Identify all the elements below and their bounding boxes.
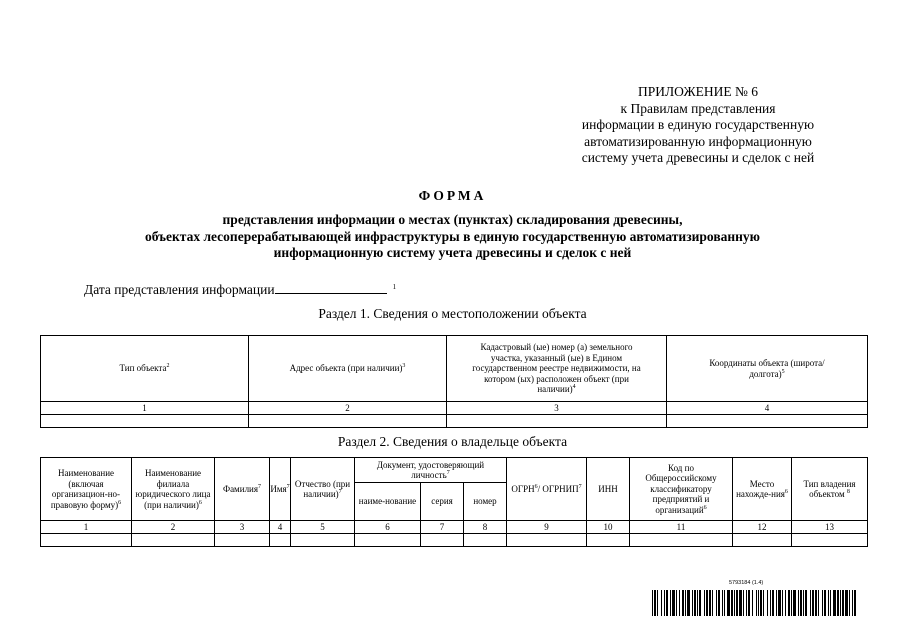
empty-cell[interactable] — [447, 415, 667, 428]
barcode-bar — [788, 590, 790, 616]
empty-cell[interactable] — [41, 415, 249, 428]
col-number: 4 — [270, 521, 291, 534]
date-blank-field[interactable] — [275, 282, 387, 294]
barcode-bar — [699, 590, 701, 616]
appendix-line-4: автоматизированную информационную — [584, 133, 812, 149]
barcode-bar — [842, 590, 844, 616]
barcode-bar — [722, 590, 723, 616]
barcode-bar — [778, 590, 781, 616]
barcode-bar — [679, 590, 680, 616]
barcode-icon — [652, 590, 856, 616]
barcode-bar — [767, 590, 768, 616]
empty-cell[interactable] — [249, 415, 447, 428]
col-number: 7 — [421, 521, 464, 534]
section-2-title: Раздел 2. Сведения о владельце объекта — [337, 434, 568, 449]
barcode-bar — [815, 590, 817, 616]
barcode-bar — [833, 590, 836, 616]
barcode-bar — [731, 590, 733, 616]
barcode-bar — [727, 590, 730, 616]
date-label: Дата представления информации — [84, 282, 275, 297]
barcode-bar — [845, 590, 848, 616]
barcode-bar — [654, 590, 656, 616]
col-number: 1 — [41, 402, 249, 415]
barcode-bar — [785, 590, 786, 616]
barcode-bar — [704, 590, 705, 616]
header-document-series: серия — [421, 483, 464, 521]
barcode-bar — [758, 590, 759, 616]
header-ownership-type: Тип владения объектом $^8$ — [792, 458, 868, 521]
header-document-number: номер — [464, 483, 507, 521]
appendix-line-1: ПРИЛОЖЕНИЕ № 6 — [637, 84, 759, 99]
barcode-bar — [854, 590, 856, 616]
empty-cell[interactable] — [733, 534, 792, 547]
header-first-name: Имя$^7$ — [270, 458, 291, 521]
barcode-bar — [776, 590, 777, 616]
barcode-bar — [849, 590, 850, 616]
appendix-line-2: к Правилам представления — [620, 100, 776, 116]
barcode-bar — [793, 590, 796, 616]
barcode-bar — [798, 590, 799, 616]
header-coordinates: Координаты объекта (широта/долгота)$^5$ — [667, 336, 868, 402]
date-footnote: 1 — [392, 282, 397, 291]
barcode-bar — [748, 590, 750, 616]
empty-cell[interactable] — [41, 534, 132, 547]
barcode-bar — [837, 590, 839, 616]
subtitle-line-1: представления информации о местах (пунктах) складирования древесины, — [222, 212, 683, 227]
barcode-bar — [692, 590, 693, 616]
header-branch-name: Наименование филиала юридического лица (при наличии)$^6$ — [132, 458, 215, 521]
empty-cell[interactable] — [291, 534, 355, 547]
empty-cell[interactable] — [464, 534, 507, 547]
header-location: Место нахожде-ния$^6$ — [733, 458, 792, 521]
table-header-row — [41, 458, 868, 483]
appendix-line-5: систему учета древесины и сделок с ней — [581, 150, 815, 165]
barcode-bar — [661, 590, 662, 616]
barcode-bar — [685, 590, 686, 616]
col-number: 11 — [630, 521, 733, 534]
barcode-bar — [763, 590, 764, 616]
barcode-bar — [706, 590, 708, 616]
barcode-bar — [716, 590, 717, 616]
col-number: 1 — [41, 521, 132, 534]
barcode-bar — [682, 590, 684, 616]
col-number: 2 — [132, 521, 215, 534]
barcode-bar — [718, 590, 720, 616]
barcode-bar — [652, 590, 653, 616]
header-object-address: Адрес объекта (при наличии)$^3$ — [249, 336, 447, 402]
col-number: 13 — [792, 521, 868, 534]
header-identity-document: Документ, удостоверяющий личность$^7$ — [355, 458, 507, 483]
form-subtitle — [60, 212, 845, 262]
barcode-bar — [752, 590, 753, 616]
section-1-table — [40, 335, 868, 428]
barcode-bar — [770, 590, 771, 616]
appendix-header — [563, 84, 833, 167]
empty-cell[interactable] — [270, 534, 291, 547]
header-okpo-code: Код по Общероссийскому классификатору предприятий и организаций$^6$ — [630, 458, 733, 521]
col-number: 12 — [733, 521, 792, 534]
empty-cell[interactable] — [132, 534, 215, 547]
barcode-label: 5793184 (1.4) — [729, 580, 764, 586]
barcode-bar — [739, 590, 742, 616]
barcode-bar — [712, 590, 713, 616]
barcode-bar — [666, 590, 668, 616]
barcode-bar — [822, 590, 823, 616]
barcode-bar — [800, 590, 802, 616]
barcode-bar — [746, 590, 747, 616]
barcode-bar — [736, 590, 738, 616]
empty-cell[interactable] — [355, 534, 421, 547]
section-1-title: Раздел 1. Сведения о местоположении объекта — [318, 306, 587, 321]
empty-cell[interactable] — [507, 534, 587, 547]
table-header-row — [41, 336, 868, 402]
barcode-bar — [812, 590, 814, 616]
barcode-bar — [697, 590, 698, 616]
barcode-bar — [687, 590, 690, 616]
barcode-bar — [805, 590, 807, 616]
table-row — [41, 415, 868, 428]
col-number: 8 — [464, 521, 507, 534]
empty-cell[interactable] — [792, 534, 868, 547]
col-number: 5 — [291, 521, 355, 534]
barcode-bar — [782, 590, 783, 616]
barcode-bar — [791, 590, 792, 616]
header-ogrn: ОГРН$^6$/ ОГРНИП$^7$ — [507, 458, 587, 521]
barcode-bar — [676, 590, 677, 616]
empty-cell[interactable] — [215, 534, 270, 547]
subtitle-line-3: информационную систему учета древесины и сделок с ней — [273, 245, 632, 260]
barcode-bar — [694, 590, 696, 616]
table-number-row — [41, 521, 868, 534]
header-inn: ИНН — [587, 458, 630, 521]
barcode-bar — [840, 590, 841, 616]
barcode-bar — [734, 590, 735, 616]
col-number: 3 — [215, 521, 270, 534]
barcode-bar — [709, 590, 711, 616]
barcode-bar — [828, 590, 829, 616]
barcode-bar — [818, 590, 819, 616]
empty-cell[interactable] — [421, 534, 464, 547]
barcode-bar — [664, 590, 665, 616]
barcode-bar — [670, 590, 671, 616]
header-surname: Фамилия$^7$ — [215, 458, 270, 521]
section-2-table — [40, 457, 868, 547]
col-number: 10 — [587, 521, 630, 534]
subtitle-line-2: объектах лесоперерабатывающей инфраструктуры в единую государственную автоматизированную — [144, 228, 761, 244]
header-cadastral-number: Кадастровый (ые) номер (а) земельного участка, указанный (ые) в Едином государственном реестре недвижимости, на котором (ых) расположен объект (при наличии)$^4$ — [447, 336, 667, 402]
header-object-type: Тип объекта$^2$ — [41, 336, 249, 402]
barcode-bar — [803, 590, 804, 616]
barcode-bar — [824, 590, 826, 616]
header-patronymic: Отчество (при наличии)$^7$ — [291, 458, 355, 521]
table-row — [41, 534, 868, 547]
empty-cell[interactable] — [667, 415, 868, 428]
barcode-bar — [657, 590, 658, 616]
date-line — [84, 282, 396, 298]
col-number: 3 — [447, 402, 667, 415]
col-number: 9 — [507, 521, 587, 534]
barcode-bar — [772, 590, 774, 616]
header-document-name: наиме-нование — [355, 483, 421, 521]
empty-cell[interactable] — [630, 534, 733, 547]
barcode-bar — [724, 590, 725, 616]
form-title: ФОРМА — [418, 188, 487, 203]
barcode-bar — [756, 590, 757, 616]
barcode-bar — [743, 590, 744, 616]
barcode-bar — [852, 590, 853, 616]
col-number: 2 — [249, 402, 447, 415]
appendix-line-3: информации в единую государственную — [581, 117, 815, 132]
barcode-bar — [810, 590, 811, 616]
col-number: 4 — [667, 402, 868, 415]
empty-cell[interactable] — [587, 534, 630, 547]
col-number: 6 — [355, 521, 421, 534]
header-owner-name: Наименование (включая организацион-но-правовую форму)$^6$ — [41, 458, 132, 521]
barcode-bar — [760, 590, 762, 616]
barcode-bar — [830, 590, 831, 616]
table-number-row — [41, 402, 868, 415]
barcode-bar — [672, 590, 675, 616]
